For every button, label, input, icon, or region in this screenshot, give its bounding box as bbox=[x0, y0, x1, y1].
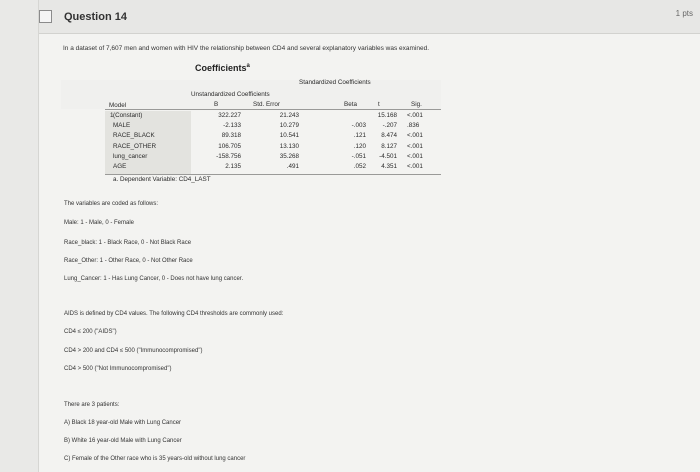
row-variable-name: MALE bbox=[113, 122, 131, 130]
question-intro: In a dataset of 7,607 men and women with HIV the relationship between CD4 and several explanatory variables was examined. bbox=[63, 45, 430, 52]
question-points: 1 pts bbox=[675, 9, 693, 18]
header-std-error: Std. Error bbox=[253, 101, 280, 108]
cell-std-error: 10.541 bbox=[279, 132, 299, 140]
question-title: Question 14 bbox=[64, 11, 127, 23]
coefficients-table bbox=[61, 80, 441, 190]
row-variable-name: RACE_BLACK bbox=[113, 132, 155, 140]
aids-threshold: CD4 > 500 ("Not Immunocompromised") bbox=[64, 366, 172, 372]
patient-a: A) Black 18 year-old Male with Lung Cancer bbox=[64, 420, 182, 426]
model-number: 1 bbox=[110, 112, 114, 119]
question-header bbox=[39, 0, 700, 34]
header-t: t bbox=[378, 101, 380, 108]
header-standardized: Standardized Coefficients bbox=[299, 79, 371, 86]
cell-beta: .120 bbox=[353, 142, 366, 150]
cell-b: 2.135 bbox=[225, 163, 241, 170]
cell-std-error: 35.268 bbox=[279, 152, 299, 160]
table-bottom-rule bbox=[105, 174, 441, 175]
patient-c: C) Female of the Other race who is 35 years-old without lung cancer bbox=[64, 456, 246, 462]
cell-t: 8.474 bbox=[381, 132, 397, 140]
cell-t: -4.501 bbox=[379, 152, 397, 160]
coding-line: Race_Other: 1 - Other Race, 0 - Not Other Race bbox=[64, 258, 193, 264]
patients-intro: There are 3 patients: bbox=[64, 402, 120, 408]
coding-intro: The variables are coded as follows: bbox=[64, 201, 159, 207]
row-variable-name: AGE bbox=[113, 163, 127, 170]
cell-b: -2.133 bbox=[223, 122, 241, 130]
cell-std-error: 13.130 bbox=[279, 142, 299, 150]
table-title: Coefficients$^a$ bbox=[195, 63, 250, 73]
header-model: Model bbox=[109, 102, 127, 109]
coding-line: Male: 1 - Male, 0 - Female bbox=[64, 220, 135, 226]
cell-std-error: .491 bbox=[286, 163, 299, 170]
cell-t: -.207 bbox=[382, 122, 397, 130]
cell-sig: <.001 bbox=[407, 152, 423, 160]
aids-threshold: CD4 > 200 and CD4 ≤ 500 ("Immunocompromised") bbox=[64, 348, 203, 354]
cell-sig: .836 bbox=[407, 122, 420, 130]
cell-std-error: 10.279 bbox=[279, 122, 299, 130]
cell-beta: .121 bbox=[353, 132, 366, 140]
coding-line: Lung_Cancer: 1 - Has Lung Cancer, 0 - Does not have lung cancer. bbox=[64, 276, 244, 282]
cell-sig: <.001 bbox=[407, 112, 423, 119]
cell-t: 8.127 bbox=[381, 142, 397, 150]
flag-question-checkbox[interactable] bbox=[39, 10, 52, 23]
header-unstandardized: Unstandardized Coefficients bbox=[191, 91, 270, 98]
cell-b: 322.227 bbox=[218, 112, 241, 119]
coding-line: Race_black: 1 - Black Race, 0 - Not Black Race bbox=[64, 240, 192, 246]
question-card bbox=[38, 0, 700, 472]
patient-b: B) White 16 year-old Male with Lung Cancer bbox=[64, 438, 182, 444]
cell-sig: <.001 bbox=[407, 163, 423, 170]
header-sig: Sig. bbox=[411, 101, 422, 108]
cell-b: 89.318 bbox=[221, 132, 241, 140]
header-beta: Beta bbox=[344, 101, 357, 108]
row-variable-name: (Constant) bbox=[113, 112, 143, 119]
cell-b: 106.705 bbox=[218, 142, 241, 150]
cell-b: -158.756 bbox=[216, 152, 241, 160]
header-b: B bbox=[214, 101, 219, 108]
cell-sig: <.001 bbox=[407, 142, 423, 150]
cell-t: 15.168 bbox=[377, 112, 397, 119]
cell-sig: <.001 bbox=[407, 132, 423, 140]
header-divider bbox=[105, 109, 441, 110]
cell-beta: .052 bbox=[353, 163, 366, 170]
row-variable-name: RACE_OTHER bbox=[113, 142, 157, 150]
cell-beta: -.003 bbox=[351, 122, 366, 130]
table-footnote: a. Dependent Variable: CD4_LAST bbox=[113, 176, 211, 183]
cell-std-error: 21.243 bbox=[279, 112, 299, 119]
aids-threshold: CD4 ≤ 200 ("AIDS") bbox=[64, 329, 117, 335]
cell-beta: -.051 bbox=[351, 152, 366, 160]
row-variable-name: lung_cancer bbox=[113, 152, 148, 160]
aids-intro: AIDS is defined by CD4 values. The following CD4 thresholds are commonly used: bbox=[64, 311, 284, 317]
cell-t: 4.351 bbox=[381, 163, 397, 170]
